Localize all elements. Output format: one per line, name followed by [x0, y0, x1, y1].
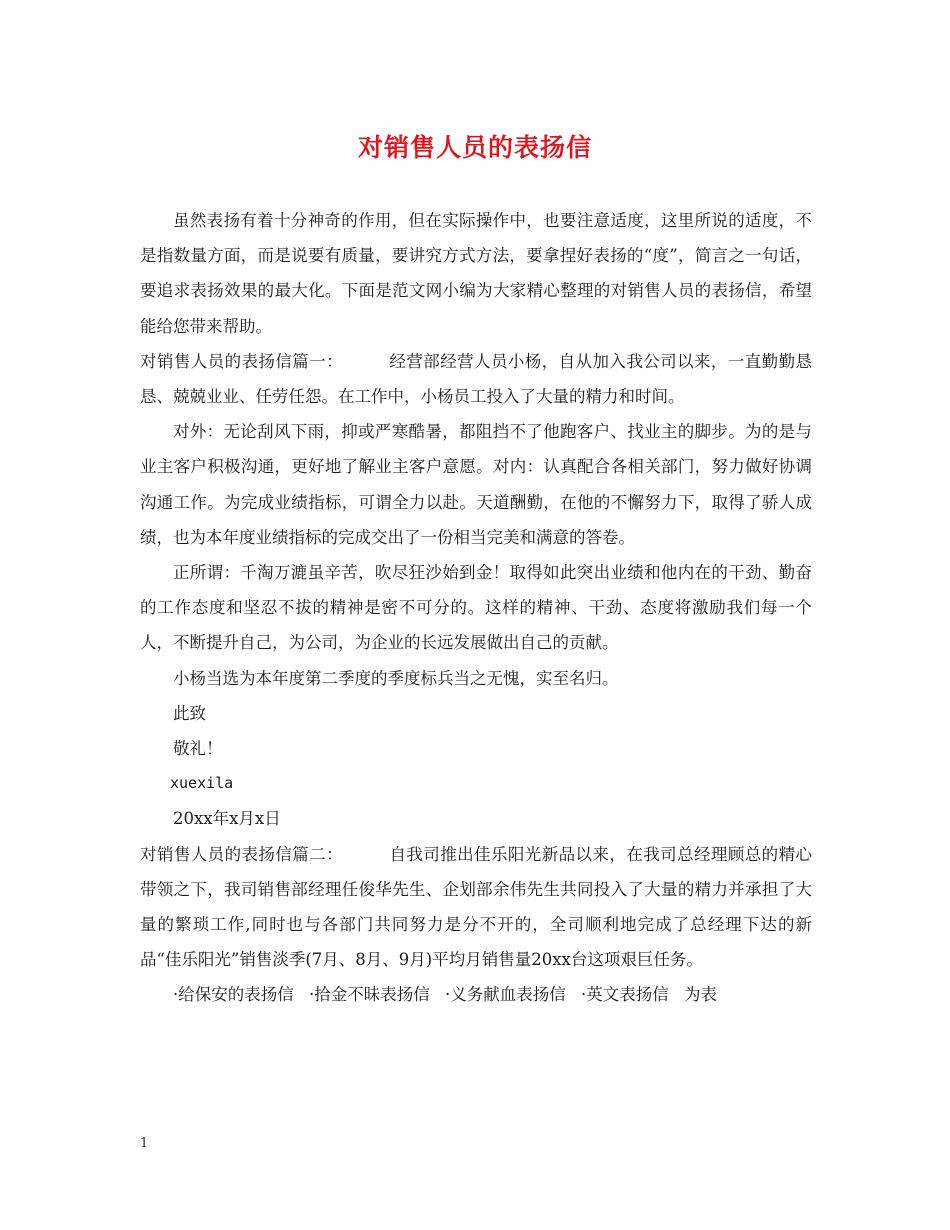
related-link[interactable]: ·给保安的表扬信 — [173, 985, 294, 1005]
page-number: 1 — [140, 1136, 149, 1151]
related-link[interactable]: ·拾金不昧表扬信 — [309, 985, 430, 1005]
trailing-text: 为表 — [684, 985, 717, 1005]
related-link[interactable]: ·义务献血表扬信 — [445, 985, 566, 1005]
letter1-closing-2: 敬礼！ — [173, 739, 223, 759]
letter1-paragraph-3: 正所谓：千淘万漉虽辛苦，吹尽狂沙始到金！取得如此突出业绩和他内在的干劲、勤奋的工作态度和坚忍不拔的精神是密不可分的。这样的精神、干劲、态度将激励我们每一个人，不断提升自己，为公司，为企业的长远发展做出自己的贡献。 — [140, 563, 812, 653]
letter2-paragraph-1: 自我司推出佳乐阳光新品以来，在我司总经理顾总的精心带领之下，我司销售部经理任俊华先生、企划部余伟先生共同投入了大量的精力并承担了大量的繁琐工作,同时也与各部门共同努力是分不开的，全司顺利地完成了总经理下达的新品“佳乐阳光”销售淡季(7月、8月、9月)平均月销售量20xx台这项艰巨任务。 — [140, 844, 813, 970]
intro-paragraph: 虽然表扬有着十分神奇的作用，但在实际操作中，也要注意适度，这里所说的适度，不是指数量方面，而是说要有质量，要讲究方式方法，要拿捏好表扬的“度”，简言之一句话，要追求表扬效果的最大化。下面是范文网小编为大家精心整理的对销售人员的表扬信，希望能给您带来帮助。 — [140, 211, 812, 336]
letter1-paragraph-2: 对外：无论刮风下雨，抑或严寒酷暑，都阻挡不了他跑客户、找业主的脚步。为的是与业主客户积极沟通，更好地了解业主客户意愿。对内：认真配合各相关部门，努力做好协调沟通工作。为完成业绩指标，可谓全力以赴。天道酬勤，在他的不懈努力下，取得了骄人成绩，也为本年度业绩指标的完成交出了一份相当完美和满意的答卷。 — [140, 422, 812, 547]
document-body — [140, 203, 812, 1013]
document-title: 对销售人员的表扬信 — [357, 133, 592, 162]
letter1-first-paragraph — [140, 344, 812, 414]
letter1-heading: 对销售人员的表扬信篇一： — [140, 351, 344, 371]
letter1-paragraph-4: 小杨当选为本年度第二季度的季度标兵当之无愧，实至名归。 — [173, 668, 619, 688]
related-link[interactable]: ·英文表扬信 — [581, 985, 669, 1005]
letter1-closing-1: 此致 — [173, 703, 206, 723]
letter1-paragraph-1: 经营部经营人员小杨，自从加入我公司以来，一直勤勤恳恳、兢兢业业、任劳任怨。在工作中，小杨员工投入了大量的精力和时间。 — [140, 351, 813, 407]
letter1-date: 20xx年x月x日 — [173, 809, 281, 829]
letter2-first-paragraph — [140, 837, 812, 978]
letter2-heading: 对销售人员的表扬信篇二： — [140, 844, 344, 864]
related-links — [140, 977, 812, 1012]
letter1-signature: xuexila — [170, 774, 234, 793]
